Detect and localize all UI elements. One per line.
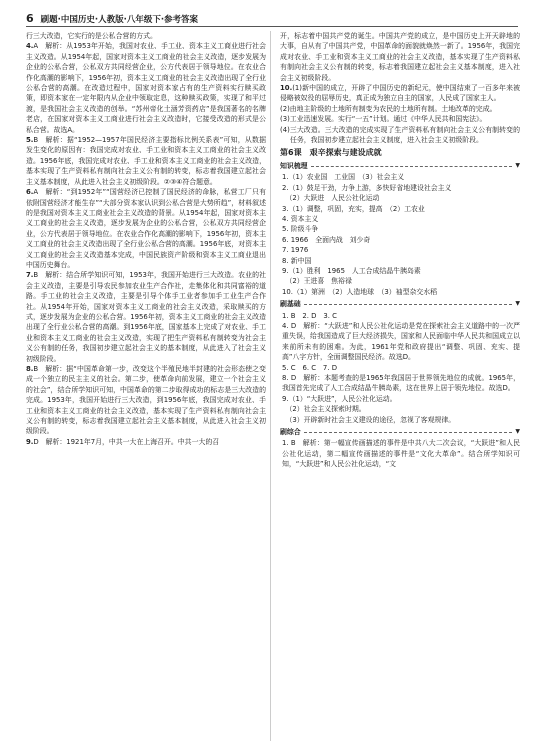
lesson-title: 第6课 艰辛探索与建设成就 [280, 148, 382, 158]
section-heading [280, 161, 520, 171]
left-column [26, 31, 266, 447]
header-rule [26, 26, 518, 27]
answer-paragraph [26, 437, 266, 447]
answer-text: D 解析：1921年7月，中共一大在上海召开。中共一大的召 [33, 437, 220, 446]
answer-line: 3.（1）调整，巩固，充实，提高 （2）工农业 [282, 204, 425, 213]
answer-line: 5. 阶级斗争 [282, 225, 319, 234]
question-number: 6. [26, 188, 34, 197]
question-number: 5. [26, 136, 34, 145]
answer-line: 4. 资本主义 [282, 214, 319, 223]
answer-line: 1. B 解析：第一幅宣传画描述的事件是中共八大二次会议，“大跃进”和人民公社化运动，第二幅宣传画描述的事件是“文化大革命”。结合所学知识可知，“大跃进”和人民公社化运动，“文 [282, 439, 520, 469]
answer-text: B 解析：据“中国革命第一步，改变这个半殖民地半封建的社会形态使之变成一个独立的民主主义的社会。第二步，使革命向前发展，建立一个社会主义的社会”，结合所学知识可知，中国革命的第二步取得成功的标志是三大改造的完成。1953年，我国开始进行三大改造，到1956年底，我国完成对农业、手工业和资本主义工商业的社会主义改造，基本实现了生产资料私有制向社会主义公有制的转变，标志着我国建立起社会主义基本制度，从此进入社会主义初级阶段。 [26, 365, 266, 436]
sub-answer: (4)三大改造。三大改造的完成实现了生产资料私有制向社会主义公有制转变的任务，我国初步建立起社会主义制度，进入社会主义初级阶段。 [280, 125, 520, 145]
right-column-top [280, 31, 520, 104]
answer-paragraph [26, 187, 266, 270]
answer-paragraph [280, 83, 520, 104]
answer-text: A 解析：从1953年开始，我国对农业、手工业、资本主义工商业进行社会主义改造。从1954年起，国家对资本主义工商业的社会主义改造，逐步发展为企业的公私合营，公私双方共同经营企业，公方代表居于领导地位。在农业合作化高潮的影响下，1956年初，资本主义工商业的社会主义改造出现了全行业公私合营的高潮。在改造过程中，国家对资本家占有的生产资料实行赎买政策，即资本家在一定年限内从企业中领取定息，这种赎买政策，实现了和平过渡，是我国社会主义改造的创举。“苏州帝化土涵芳资药店”是我国著名的名牌老店，在国家对资本主义工商业进行社会主义改造时，它接受改造的形式是公私合营。故选A。 [26, 42, 266, 134]
right-column [280, 31, 520, 470]
answer-line: 6. 1966 全面内战 刘少奇 [282, 235, 371, 244]
answer-line: 8. 新中国 [282, 256, 312, 265]
question-number: 8. [26, 365, 34, 373]
question-number: 7. [26, 271, 34, 280]
section-dashed-line [311, 166, 513, 167]
answer-line: 10.（1）第洲 （2）人造地球 （3）袖型杂交水稻 [282, 287, 438, 296]
column-divider [270, 31, 271, 741]
page-header-title: 刷题·中国历史·人教版·八年级下·参考答案 [40, 15, 199, 25]
answer-text: 行三大改造，它实行的是公私合营的方式。 [26, 32, 157, 40]
answer-text: (1)新中国的成立，开辟了中国历史的新纪元，使中国结束了一百多年来被侵略被奴役的屈辱历史，真正成为独立自主的国家，人民成了国家主人。 [280, 84, 520, 103]
answer-line: （2）大跃进 人民公社化运动 [282, 194, 380, 203]
page-number: 6 [26, 12, 34, 25]
answer-text: B 解析：结合所学知识可知，1953年，我国开始进行三大改造。农业的社会主义改造，主要是引导农民参加农业生产合作社，走集体化和共同富裕的道路。手工业的社会主义改造，主要是引导个体手工业者参加手工业生产合作社。从1954年开始，国家对资本主义工商业的社会主义改造，采取赎买的方式，逐步发展为企业的公私合营。1956年初，资本主义工商业的社会主义改造出现了全行业公私合营的高潮。到1956年底，国家基本上完成了对农业、手工业和资本主义工商业的社会主义改造，实现了把生产资料私有制转变为社会主义公有制的任务，我国初步建立起社会主义的基本制度，从此进入了社会主义初级阶段。 [26, 271, 266, 363]
answer-line: 1. B 2. D 3. C [282, 311, 337, 320]
answer-line: 2.（1）鼓足干劲，力争上游，多快好省地建设社会主义 [282, 183, 452, 192]
answer-line: 5. C 6. C 7. D [282, 363, 338, 372]
answer-line: 9.（1）“大跃进”，人民公社化运动。 [282, 394, 397, 403]
answer-line: （3）开辟新时社会主义建设的途径，忽视了客观规律。 [282, 415, 456, 424]
answer-paragraph [26, 135, 266, 187]
triangle-down-icon: ▼ [515, 161, 520, 169]
answer-text: 开，标志着中国共产党的诞生。中国共产党的成立，是中国历史上开天辟地的大事，自从有了中国共产党，中国革命的面貌就焕然一新了。1956年，我国完成对农业、手工业和资本主义工商业的社会主义改造，基本实现了生产资料私有制向社会主义公有制的转变，标志着我国建立起社会主义基本制度，进入社会主义初级阶段。 [280, 32, 520, 82]
triangle-down-icon: ▼ [515, 428, 520, 436]
answer-line: 7. 1976 [282, 246, 309, 255]
page-header [26, 12, 518, 25]
section-title: 刷基础 [280, 300, 301, 309]
section-heading [280, 299, 520, 309]
answer-paragraph [26, 364, 266, 437]
answer-paragraph [26, 31, 266, 41]
answer-paragraph [26, 270, 266, 364]
answer-line: 9.（1）胜利 1965 人工合成结晶牛胰岛素 [282, 266, 421, 275]
triangle-down-icon: ▼ [515, 300, 520, 308]
answer-line: 1.（1）农业国 工业国 （3）社会主义 [282, 173, 405, 182]
answer-paragraph [280, 31, 520, 83]
q10-subanswers [280, 104, 520, 146]
answer-line: 4. D 解析：“大跃进”和人民公社化运动是党在探索社会主义道路中的一次严重失误，给我国造成了巨大经济损失，国家和人民面临中华人民共和国成立以来前所未有的困难。为此，1961年党和政府提出“调整、巩固、充实、提高”八字方针，全面调整国民经济。故选D。 [282, 321, 520, 362]
question-number: 9. [26, 437, 34, 446]
answer-text: B 解析：据“1952—1957年国民经济主要指标比例关系表”可知，从数据发生变化的原因有：我国完成对农业、手工业和资本主义工商业的社会主义改造。1956年底，我国完成对农业、手工业和资本主义工商业的社会主义改造，基本实现了生产资料私有制向社会主义公有制的转变，标志着我国建立起社会主义基本制度，从此进入社会主义初级阶段。②③④符合题意。 [26, 136, 266, 186]
question-number: 10. [280, 84, 293, 93]
sub-answer: (3)工业迅速发展。实行“一五”计划。通过《中华人民共和国宪法》。 [280, 115, 487, 124]
section-heading [280, 427, 520, 437]
question-number: 4. [26, 42, 34, 51]
section-title: 刷综合 [280, 428, 301, 437]
answer-paragraph [26, 41, 266, 135]
answer-sections [280, 161, 520, 470]
answer-line: （2）王进喜 焦裕禄 [282, 277, 352, 286]
answer-line: （2）社会主义探索时期。 [282, 405, 366, 414]
answer-text: A 解析：“到1952年”“国营经济已控制了国民经济的命脉，私营工厂只有依附国营经济才能生存”“大部分资本家认识到公私合营是大势所趋”，材料叙述的是我国对资本主义工商业社会主义改造的背景。从1954年起，国家对资本主义工商业的社会主义改造，逐步发展为企业的公私合营，公私双方共同经营企业，公方代表居于领导地位。在农业合作化高潮的影响下，1956年初，资本主义工商业的社会主义改造出现了全行业公私合营的高潮。1956年底，对资本主义工商业的社会主义改造基本完成，中国民族资产阶级和资本主义工商业退出中国历史舞台。 [26, 188, 266, 269]
section-title: 知识梳理 [280, 161, 308, 170]
answer-line: 8. D 解析：本题考查的是1965年我国居于世界领先地位的成就。1965年，我国首先完成了人工合成结晶牛胰岛素，这在世界上居于领先地位。故选D。 [282, 374, 520, 393]
section-dashed-line [304, 304, 513, 305]
sub-answer: (2)由地主阶级的土地所有制变为农民的土地所有制。土地改革的完成。 [280, 104, 497, 113]
section-dashed-line [304, 432, 513, 433]
